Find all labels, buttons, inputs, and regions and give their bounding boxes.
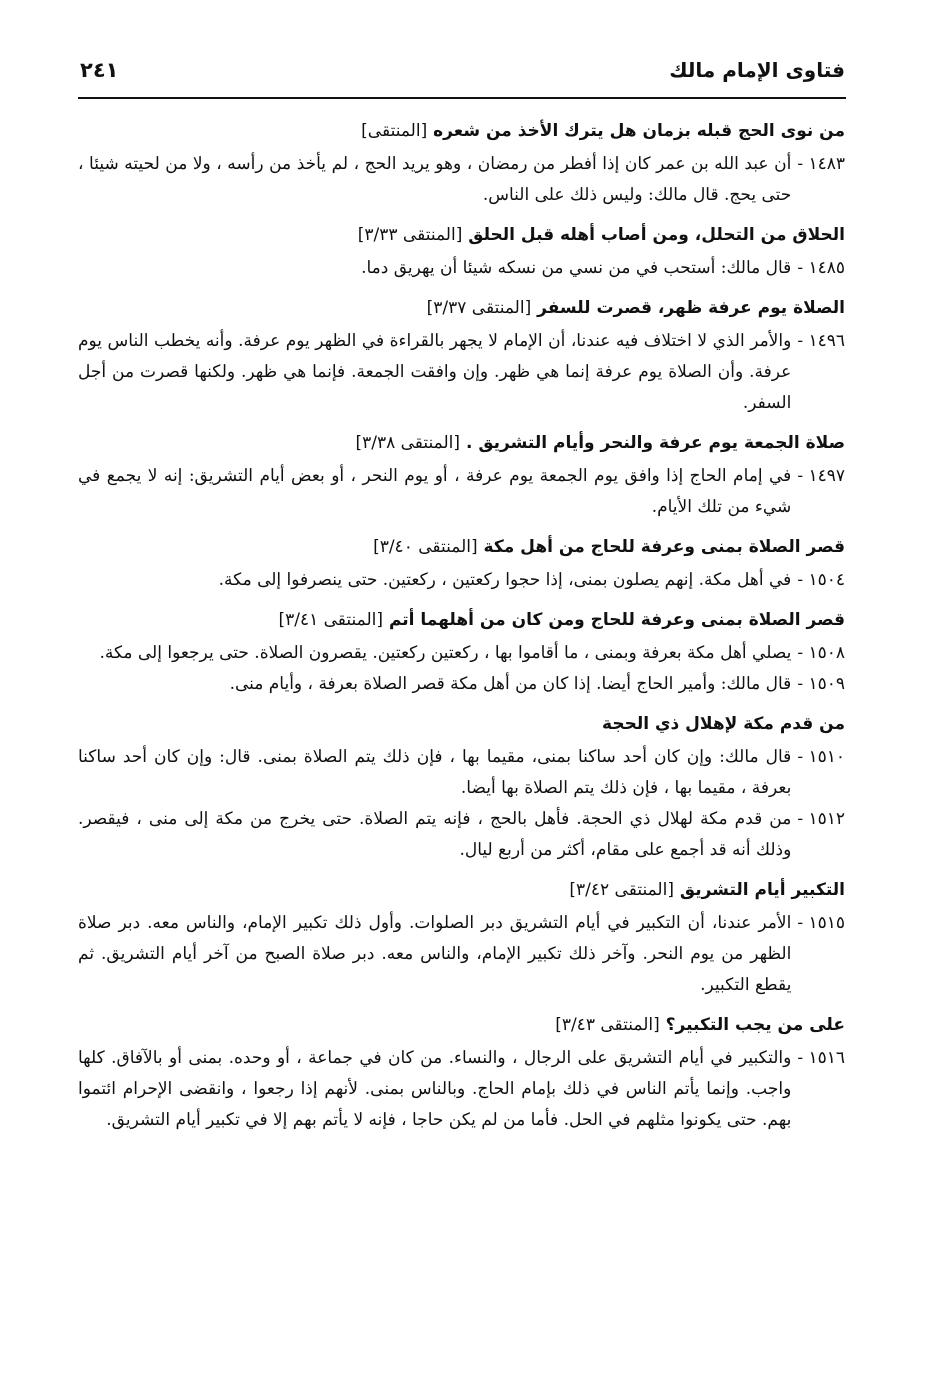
section-heading [78,602,845,638]
fatwa-entry [78,908,845,1001]
entry-text: قال مالك: وأمير الحاج أيضا. إذا كان من أهل مكة قصر الصلاة بعرفة ، وأيام منى. [229,674,792,694]
section-heading [78,217,845,253]
source-reference: [المنتقى ٣/٤٢] [569,880,674,900]
fatwa-section [78,529,845,596]
heading-text: من قدم مكة لإهلال ذي الحجة [602,714,845,734]
page-header [80,50,845,90]
entry-number: ١٥٠٤ - [797,570,845,590]
entry-text: قال مالك: وإن كان أحد ساكنا بمنى، مقيما بها ، فإن ذلك يتم الصلاة بمنى. قال: وإن كان أحد ساكنا بعرفة ، مقيما بها ، فإن ذلك يتم الصلاة بها أيضا. [78,747,792,798]
fatwa-entry [78,461,845,523]
source-reference: [المنتقى ٣/٤٣] [555,1015,660,1035]
fatwa-entry [78,253,845,284]
heading-text: قصر الصلاة بمنى وعرفة للحاج ومن كان من أهلهما أتم [388,610,845,630]
source-reference: [المنتقى ٣/٣٧] [426,298,532,318]
fatwa-entry [78,742,845,804]
entry-number: ١٥١٦ - [797,1048,845,1068]
entry-number: ١٥١٥ - [797,913,845,933]
source-reference: [المنتقى] [361,121,428,141]
fatwa-section [78,872,845,1001]
entry-number: ١٥٠٨ - [797,643,845,663]
heading-text: الصلاة يوم عرفة ظهر، قصرت للسفر [537,298,845,318]
section-heading [78,425,845,461]
entry-text: يصلي أهل مكة بعرفة وبمنى ، ما أقاموا بها ، ركعتين ركعتين. يقصرون الصلاة. حتى يرجعوا إلى مكة. [99,643,792,663]
source-reference: [المنتقى ٣/٤٠] [373,537,478,557]
section-heading [78,706,845,742]
entry-text: في إمام الحاج إذا وافق يوم الجمعة يوم عرفة ، أو يوم النحر ، أو بعض أيام التشريق: إنه لا يجمع في شيء من تلك الأيام. [78,466,792,517]
running-title: فتاوى الإمام مالك [669,58,845,82]
fatwa-section [78,602,845,700]
fatwa-section [78,113,845,211]
heading-text: قصر الصلاة بمنى وعرفة للحاج من أهل مكة [483,537,845,557]
section-heading [78,290,845,326]
source-reference: [المنتقى ٣/٤١] [278,610,384,630]
section-heading [78,113,845,149]
entry-number: ١٥١٢ - [797,809,845,829]
entry-number: ١٥١٠ - [797,747,845,767]
heading-text: على من يجب التكبير؟ [665,1015,845,1035]
entry-text: والتكبير في أيام التشريق على الرجال ، والنساء. من كان في جماعة ، أو وحده. بمنى أو بالآفاق. كلها واجب. وإنما يأتم الناس في ذلك بإمام الحاج. وبالناس بمنى. لأنهم إذا رجعوا ، وانقضى الإحرام ائتموا بهم. حتى يكونوا مثلهم في الحل. فأما من لم يكن حاجا ، فإنه لا يأتم بهم إلا في تكبير أيام التشريق. [78,1048,792,1130]
source-reference: [المنتقى ٣/٣٣] [357,225,463,245]
heading-text: الحلاق من التحلل، ومن أصاب أهله قبل الحلق [468,225,845,245]
header-rule [78,97,846,99]
entry-number: ١٤٨٥ - [797,258,845,278]
fatwa-section [78,217,845,284]
heading-text: صلاة الجمعة يوم عرفة والنحر وأيام التشريق . [465,433,845,453]
entry-number: ١٤٩٧ - [797,466,845,486]
section-heading [78,1007,845,1043]
entry-text: في أهل مكة. إنهم يصلون بمنى، إذا حجوا ركعتين ، ركعتين. حتى ينصرفوا إلى مكة. [218,570,792,590]
entry-number: ١٥٠٩ - [797,674,845,694]
page-number: ٢٤١ [80,58,119,82]
fatwa-entry [78,149,845,211]
source-reference: [المنتقى ٣/٣٨] [355,433,461,453]
fatwa-entry [78,669,845,700]
entry-text: والأمر الذي لا اختلاف فيه عندنا، أن الإمام لا يجهر بالقراءة في الظهر يوم عرفة. وأنه يخطب الناس يوم عرفة. وأن الصلاة يوم عرفة إنما هي ظهر. وإن وافقت الجمعة. فإنما هي ظهر. ولكنها قصرت من أجل السفر. [78,331,792,413]
fatwa-entry [78,565,845,596]
fatwa-entry [78,804,845,866]
heading-text: التكبير أيام التشريق [679,880,845,900]
entry-text: قال مالك: أستحب في من نسي من نسكه شيئا أن يهريق دما. [361,258,792,278]
fatwa-section [78,706,845,866]
page-body [78,113,845,1142]
fatwa-entry [78,326,845,419]
fatwa-section [78,425,845,523]
fatwa-section [78,1007,845,1136]
entry-text: أن عبد الله بن عمر كان إذا أفطر من رمضان ، وهو يريد الحج ، لم يأخذ من رأسه ، ولا من لحيته شيئا ، حتى يحج. قال مالك: وليس ذلك على الناس. [78,154,792,205]
fatwa-entry [78,638,845,669]
section-heading [78,529,845,565]
fatwa-entry [78,1043,845,1136]
entry-text: الأمر عندنا، أن التكبير في أيام التشريق دبر الصلوات. وأول ذلك تكبير الإمام، والناس معه. دبر صلاة الظهر من يوم النحر. وآخر ذلك تكبير الإمام، والناس معه. دبر صلاة الصبح من آخر أيام التشريق. ثم يقطع التكبير. [78,913,792,995]
entry-number: ١٤٨٣ - [797,154,845,174]
heading-text: من نوى الحج قبله بزمان هل يترك الأخذ من شعره [433,121,845,141]
section-heading [78,872,845,908]
entry-number: ١٤٩٦ - [797,331,845,351]
fatwa-section [78,290,845,419]
entry-text: من قدم مكة لهلال ذي الحجة. فأهل بالحج ، فإنه يتم الصلاة. حتى يخرج من مكة إلى منى ، فيقصر. وذلك أنه قد أجمع على مقام، أكثر من أربع ليال. [78,809,792,860]
